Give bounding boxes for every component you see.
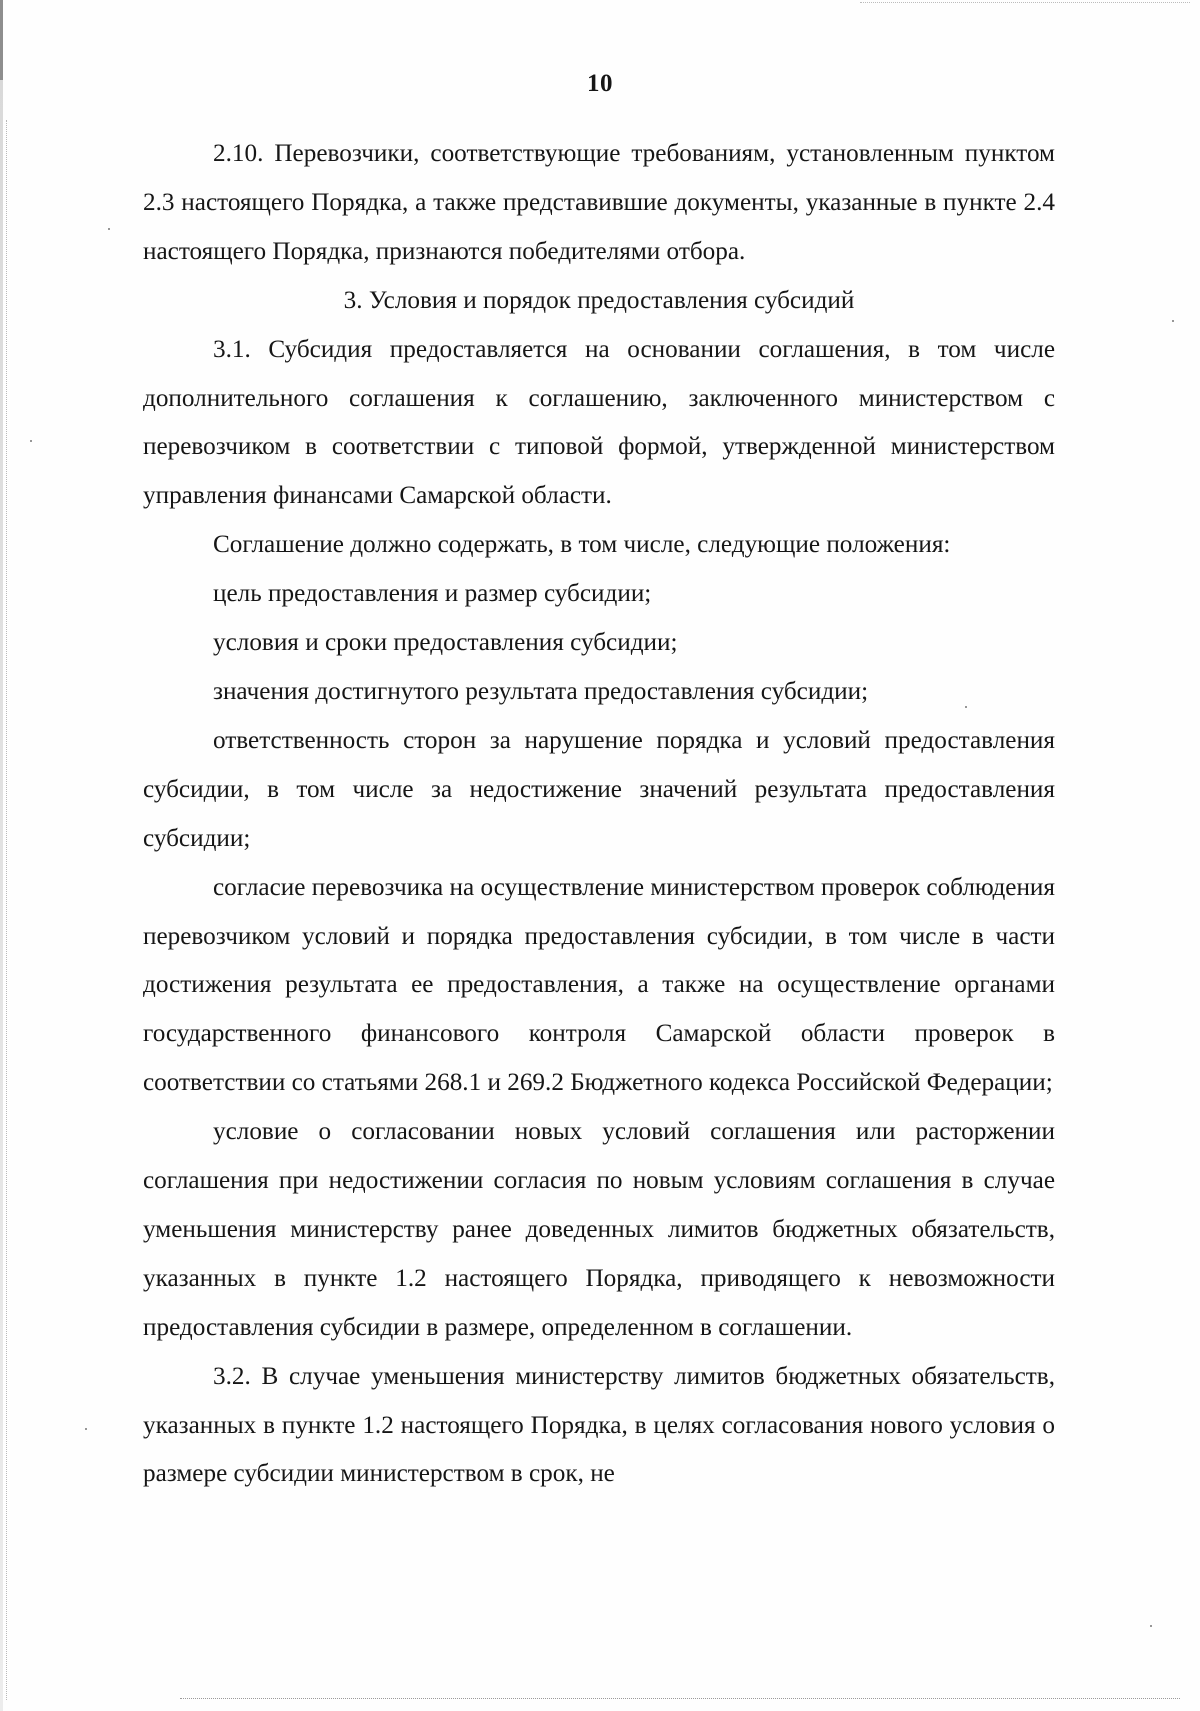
scan-speck <box>1172 320 1174 322</box>
scan-speck <box>85 1428 87 1430</box>
list-item-condition: условие о согласовании новых условий соглашения или расторжении соглашения при недостижении согласия по новым условиям соглашения в случае уменьшения министерству ранее доведенных лимитов бюджетных обязательств, указанных в пункте 1.2 настоящего Порядка, приводящего к невозможности предоставления субсидии в размере, определенном в соглашении. <box>143 1118 1055 1341</box>
list-item-values: значения достигнутого результата предоставления субсидии; <box>213 677 869 705</box>
section-heading: 3. Условия и порядок предоставления субсидий <box>343 286 855 314</box>
list-item-terms: условия и сроки предоставления субсидии; <box>213 629 678 657</box>
list-item-responsibility: ответственность сторон за нарушение порядка и условий предоставления субсидии, в том числе за недостижение значений результата предоставления субсидии; <box>143 726 1055 852</box>
scan-speck <box>108 228 110 230</box>
scan-edge-left <box>0 0 3 1711</box>
paragraph-3-2: 3.2. В случае уменьшения министерству лимитов бюджетных обязательств, указанных в пункте 1.2 настоящего Порядка, в целях согласования нового условия о размере субсидии министерством в срок, не <box>143 1362 1055 1488</box>
scan-edge-bottom <box>180 1698 1180 1699</box>
list-item-goal: цель предоставления и размер субсидии; <box>213 580 652 608</box>
document-body <box>143 130 1055 1499</box>
paragraph-2-10: 2.10. Перевозчики, соответствующие требованиям, установленным пунктом 2.3 настоящего Порядка, а также представившие документы, указанные в пункте 2.4 настоящего Порядка, признаются победителями отбора. <box>143 140 1055 265</box>
list-item-consent: согласие перевозчика на осуществление министерством проверок соблюдения перевозчиком условий и порядка предоставления субсидии, в том числе в части достижения результата ее предоставления, а также на осуществление органами государственного финансового контроля Самарской области проверок в соответствии со статьями 268.1 и 269.2 Бюджетного кодекса Российской Федерации; <box>143 873 1055 1097</box>
scan-speck <box>1150 1625 1152 1627</box>
scan-edge-dots <box>6 120 8 1700</box>
scan-speck <box>30 440 32 442</box>
page-number: 10 <box>587 70 613 97</box>
scan-edge-top <box>860 2 1190 3</box>
agreement-intro: Соглашение должно содержать, в том числе, следующие положения: <box>213 531 951 559</box>
paragraph-3-1: 3.1. Субсидия предоставляется на основании соглашения, в том числе дополнительного соглашения к соглашению, заключенного министерством с перевозчиком в соответствии с типовой формой, утвержденной министерством управления финансами Самарской области. <box>143 335 1055 510</box>
